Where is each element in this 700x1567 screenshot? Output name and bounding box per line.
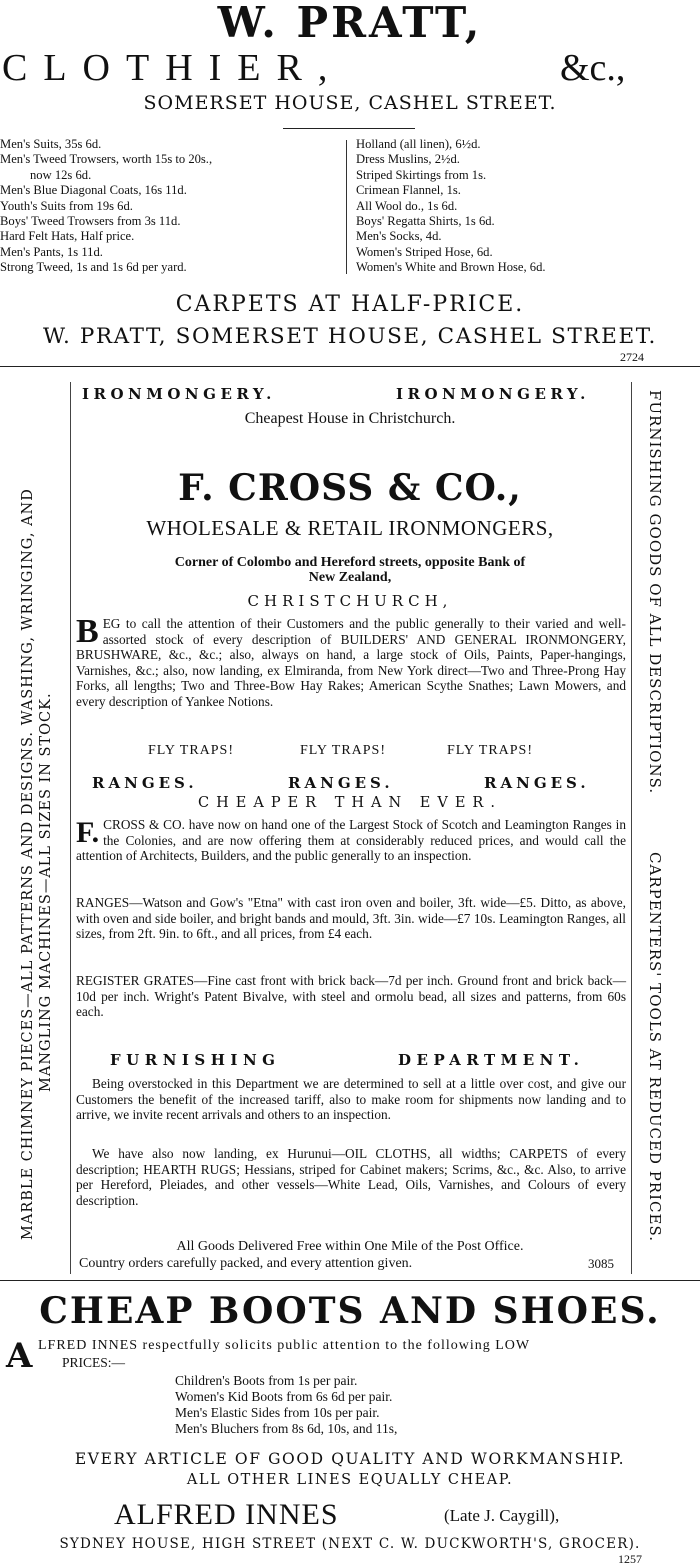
- innes-late: (Late J. Caygill),: [444, 1506, 560, 1525]
- list-item: Crimean Flannel, 1s.: [356, 183, 461, 198]
- fly-traps-2: FLY TRAPS!: [300, 743, 387, 758]
- side-text-left-outer: MARBLE CHIMNEY PIECES—ALL PATTERNS AND DESIGNS. WASHING, WRINGING, AND: [20, 488, 36, 1240]
- fly-traps-1: FLY TRAPS!: [148, 743, 235, 758]
- landing-paragraph: We have also now landing, ex Hurunui—OIL CLOTHS, all widths; CARPETS of every description; HEARTH RUGS; Hessians, striped for Cabinet makers; Scrims, &c., &c. Also, to arrive per Hereford, Pleiades, and other vessels—White Lead, Oils, Varnishes, and Colours of every description.: [76, 1146, 626, 1208]
- corner-line-2: New Zealand,: [308, 570, 392, 585]
- list-item: Hard Felt Hats, Half price.: [0, 229, 135, 244]
- fly-traps-3: FLY TRAPS!: [447, 743, 534, 758]
- side-text-left-inner: MANGLING MACHINES—ALL SIZES IN STOCK.: [38, 692, 54, 1092]
- intro-line-1: LFRED INNES respectfully solicits public attention to the following LOW: [38, 1338, 531, 1353]
- price-list-right: [356, 137, 546, 276]
- ranges-head-3: RANGES.: [484, 774, 590, 792]
- ranges-head-1: RANGES.: [92, 774, 198, 792]
- list-item: Striped Skirtings from 1s.: [356, 167, 487, 182]
- intro-line-2: PRICES:—: [62, 1355, 126, 1370]
- list-item: All Wool do., 1s 6d.: [356, 198, 458, 213]
- list-item: Men's Suits, 35s 6d.: [0, 137, 102, 151]
- ranges-head-2: RANGES.: [288, 774, 394, 792]
- innes-address: SYDNEY HOUSE, HIGH STREET (NEXT C. W. DUCKWORTH'S, GROCER).: [59, 1536, 641, 1552]
- ranges-spec: RANGES—Watson and Gow's "Etna" with cast iron oven and boiler, 3ft. wide—£5. Ditto, as above, with oven and side boiler, and bright bands and mould, 3ft. 3in. wide—£7 10s. Leamington Ranges, all sizes, from 2ft. 9in. to 6ft., and all prices, from £4 each.: [76, 895, 626, 942]
- list-item: Boys' Regatta Shirts, 1s 6d.: [356, 214, 495, 229]
- column-divider: [346, 140, 347, 274]
- overstocked-paragraph: Being overstocked in this Department we are determined to sell at a little over cost, and give our Customers the benefit of the increased tariff, also to make room for shipments now landing and to arrive, we invite recent arrivals and others to an inspection.: [76, 1076, 626, 1123]
- etc-suffix: &c.,: [560, 47, 626, 89]
- firm-name: F. CROSS & CO.,: [178, 467, 522, 509]
- list-item: Holland (all linen), 6½d.: [356, 137, 481, 151]
- price-item: Men's Elastic Sides from 10s per pair.: [175, 1405, 380, 1420]
- list-item: Men's Tweed Trowsers, worth 15s to 20s.,: [0, 152, 213, 167]
- side-text-right-top: FURNISHING GOODS OF ALL DESCRIPTIONS.: [646, 390, 664, 795]
- country-orders: Country orders carefully packed, and every attention given.: [79, 1256, 413, 1271]
- side-text-right-bottom: CARPENTERS' TOOLS AT REDUCED PRICES.: [646, 852, 664, 1242]
- drop-cap: F.: [76, 816, 100, 849]
- ranges-text: CROSS & CO. have now on hand one of the Largest Stock of Scotch and Leamington Ranges in the Colonies, and are now offering them at considerably reduced prices, and would call the attention of Architects, Builders, and the public generally to an inspection.: [76, 817, 626, 864]
- innes-name: ALFRED INNES: [114, 1498, 339, 1531]
- price-item: Men's Bluchers from 8s 6d, 10s, and 11s,: [175, 1421, 398, 1436]
- list-item: Men's Socks, 4d.: [356, 229, 442, 244]
- cheaper-line: CHEAPER THAN EVER.: [198, 795, 502, 811]
- intro-paragraph: [76, 613, 626, 710]
- ad-number: 1257: [618, 1552, 642, 1566]
- department-head: DEPARTMENT.: [398, 1051, 585, 1069]
- ad-number: 3085: [588, 1256, 614, 1271]
- section-divider: [0, 1280, 700, 1281]
- list-item: Boys' Tweed Trowsers from 3s 11d.: [0, 214, 181, 229]
- ranges-paragraph: [76, 817, 626, 864]
- carpets-line: CARPETS AT HALF-PRICE.: [175, 292, 525, 317]
- advert-heading: W. PRATT,: [217, 0, 483, 47]
- advert-address-line: W. PRATT, SOMERSET HOUSE, CASHEL STREET.: [43, 324, 657, 349]
- corner-line-1: Corner of Colombo and Hereford streets, opposite Bank of: [174, 555, 526, 570]
- ironmongery-right: IRONMONGERY.: [396, 385, 590, 403]
- divider: [283, 128, 415, 129]
- price-item: Children's Boots from 1s per pair.: [175, 1373, 358, 1388]
- section-divider: [0, 366, 700, 367]
- list-item: Strong Tweed, 1s and 1s 6d per yard.: [0, 260, 187, 275]
- grates-spec: REGISTER GRATES—Fine cast front with brick back—7d per inch. Ground front and brick back—10d per inch. Wright's Patent Bivalve, with steel and ormolu bead, all sizes and patterns, from 60s each.: [76, 973, 626, 1020]
- boots-headline: CHEAP BOOTS AND SHOES.: [39, 1290, 661, 1332]
- list-item: Dress Muslins, 2½d.: [356, 152, 460, 167]
- intro-text: EG to call the attention of their Customers and the public generally to their varied and well-assorted stock of every description of BUILDERS' AND GENERAL IRONMONGERY, BRUSHWARE, &c., &c.; also, always on hand, a large stock of Oils, Paints, Paper-hangings, Varnishes, &c.; also, now landing, ex Elmiranda, from New York direct—Two and Three-Prong Hay Forks, all lengths; Two and Three-Bow Hay Rakes; American Scythe Snathes; Lawn Mowers, and every description of Yankee Notions.: [76, 616, 626, 709]
- city-line: CHRISTCHURCH,: [247, 592, 453, 610]
- advert-address: SOMERSET HOUSE, CASHEL STREET.: [143, 92, 557, 114]
- price-item: Women's Kid Boots from 6s 6d per pair.: [175, 1389, 393, 1404]
- list-item: Youth's Suits from 19s 6d.: [0, 198, 133, 213]
- cheapest-line: Cheapest House in Christchurch.: [244, 410, 456, 427]
- list-item: Men's Pants, 1s 11d.: [0, 244, 103, 259]
- list-item: Men's Blue Diagonal Coats, 16s 11d.: [0, 183, 187, 198]
- trade-line: WHOLESALE & RETAIL IRONMONGERS,: [146, 516, 554, 540]
- ironmongery-left: IRONMONGERY.: [82, 385, 276, 403]
- delivery-line: All Goods Delivered Free within One Mile of the Post Office.: [176, 1239, 524, 1254]
- ad-number: 2724: [620, 350, 644, 364]
- drop-cap: A: [6, 1336, 33, 1376]
- quality-line: EVERY ARTICLE OF GOOD QUALITY AND WORKMANSHIP.: [74, 1450, 626, 1468]
- furnishing-head: FURNISHING: [110, 1051, 281, 1069]
- clothier-word: CLOTHIER,: [2, 47, 344, 89]
- equally-cheap-line: ALL OTHER LINES EQUALLY CHEAP.: [186, 1472, 514, 1488]
- price-list-left: [0, 137, 212, 276]
- list-item: Women's White and Brown Hose, 6d.: [356, 260, 546, 275]
- drop-cap: B: [76, 613, 99, 650]
- list-item: now 12s 6d.: [30, 167, 92, 182]
- list-item: Women's Striped Hose, 6d.: [356, 244, 493, 259]
